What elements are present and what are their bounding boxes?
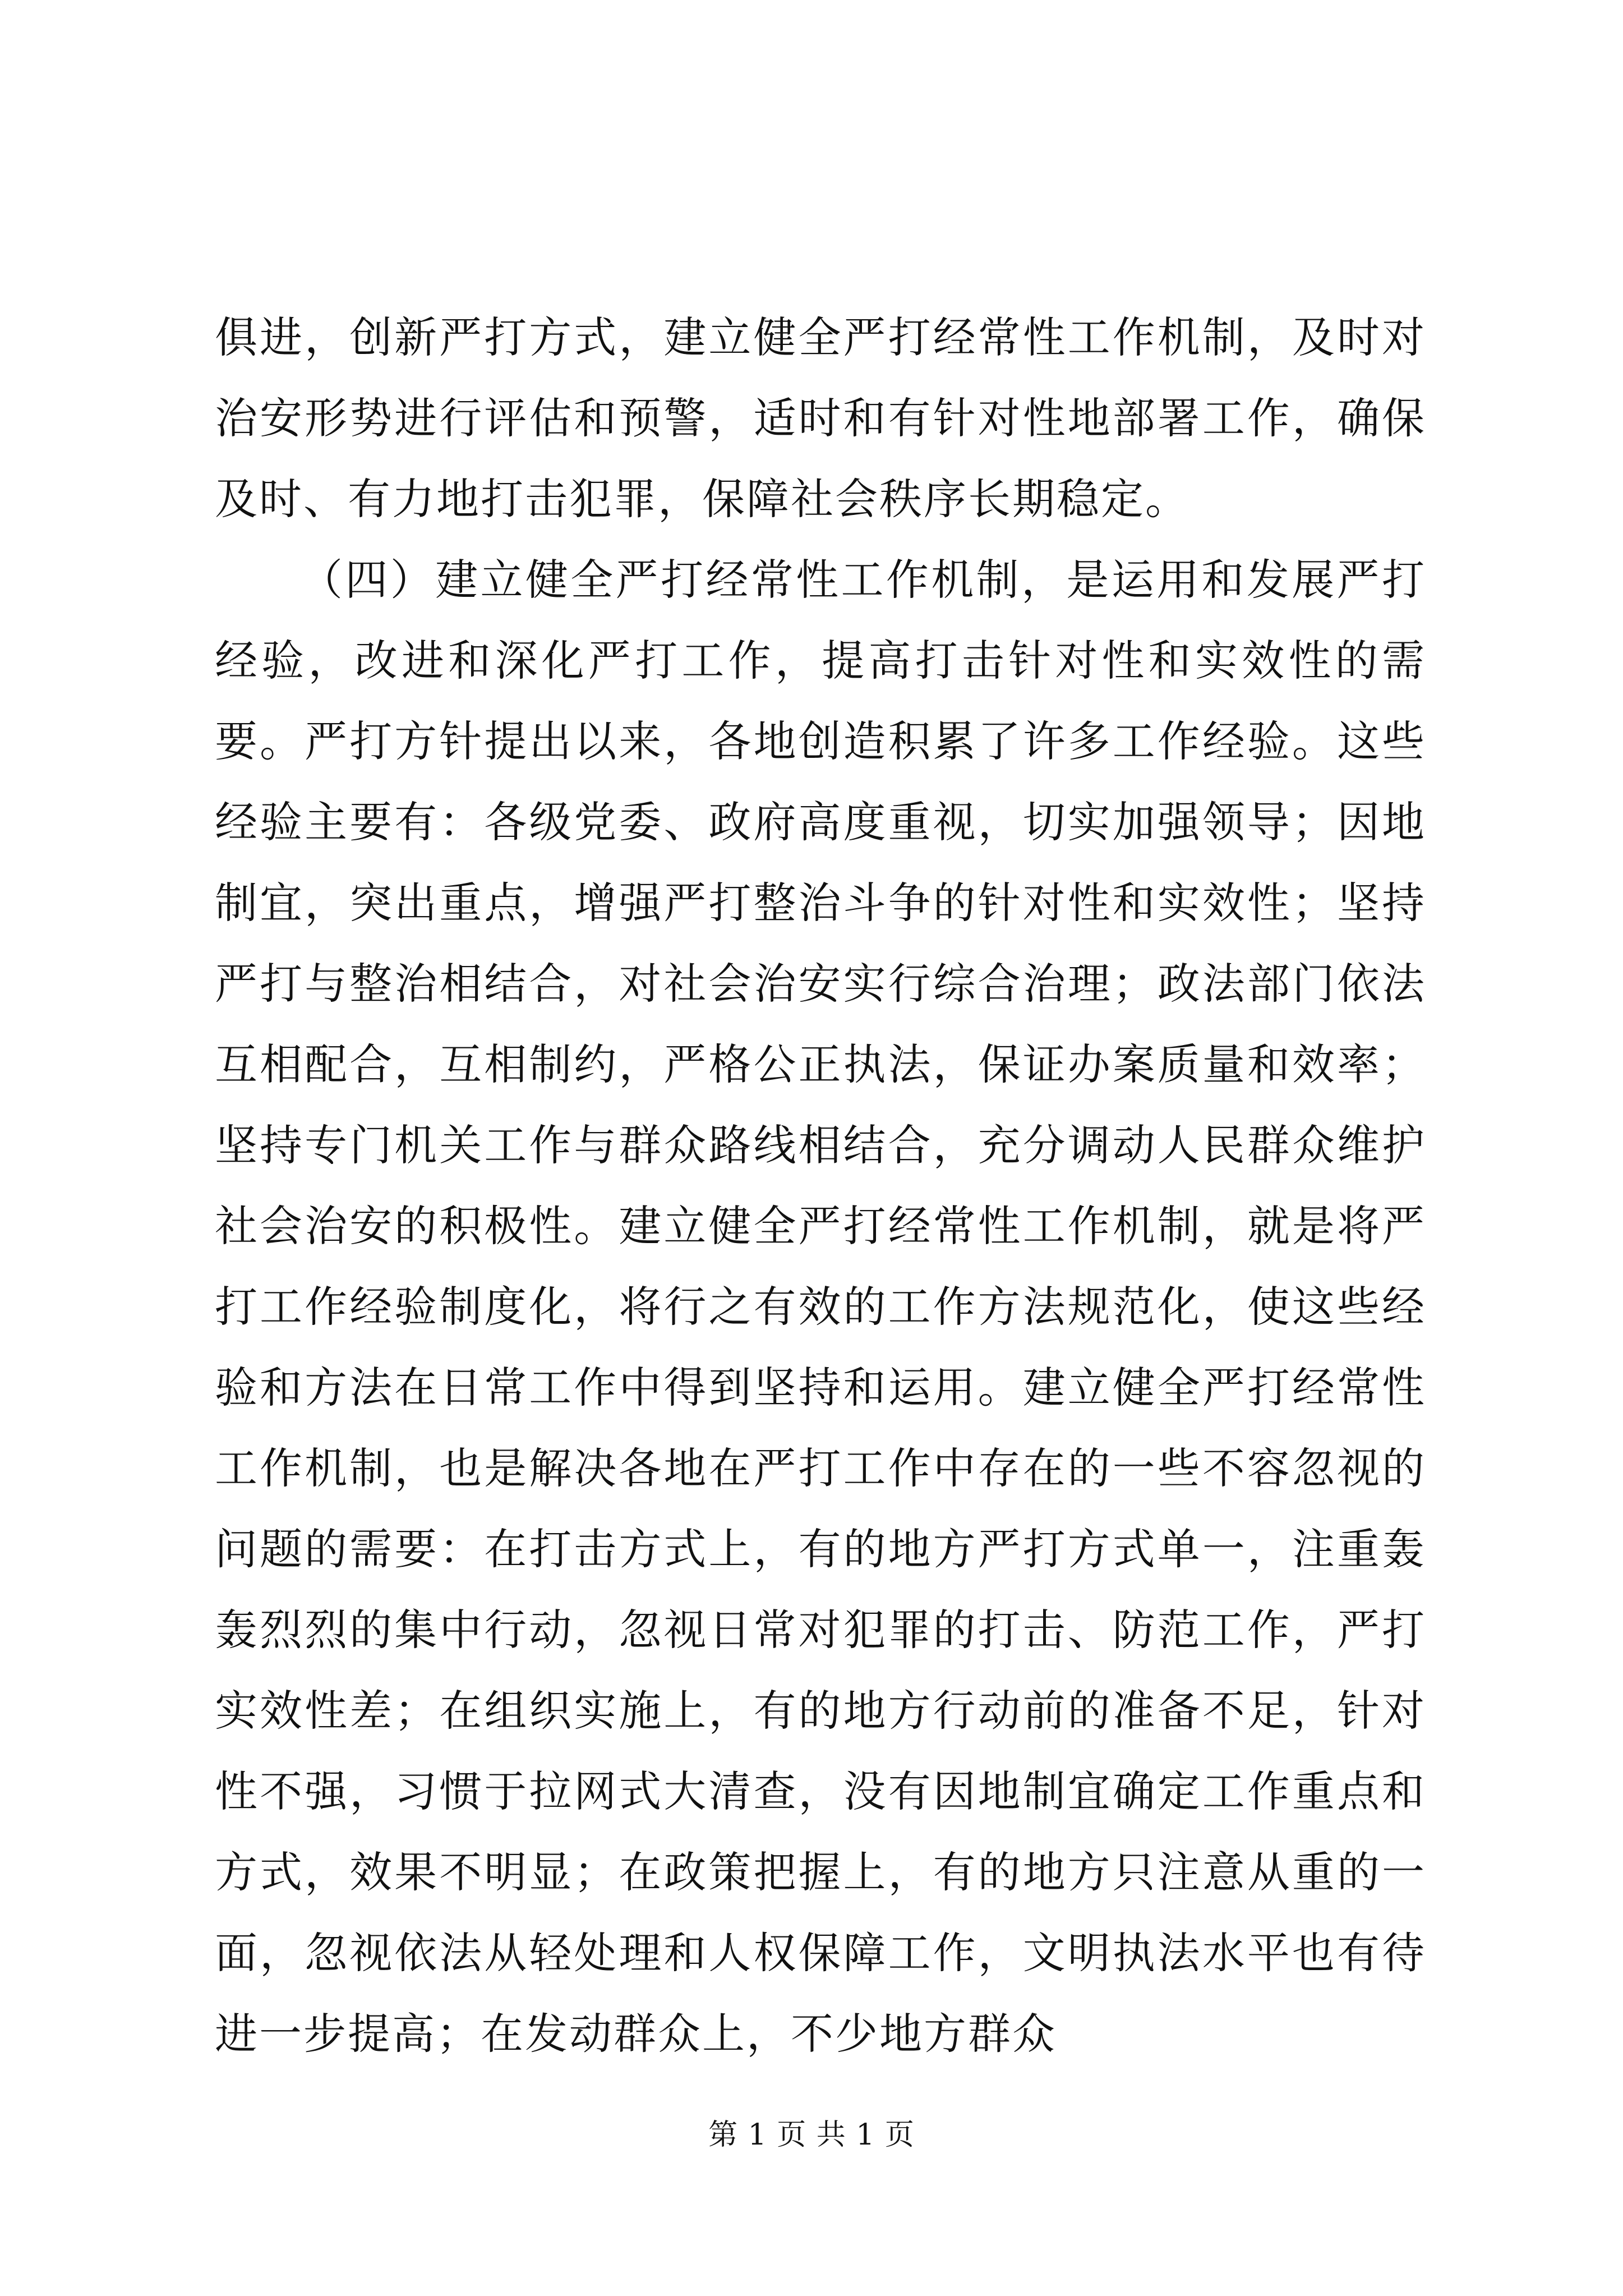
document-body [215, 297, 1426, 2074]
paragraph-section-four: （四）建立健全严打经常性工作机制，是运用和发展严打经验，改进和深化严打工作，提高打击针对性和实效性的需要。严打方针提出以来，各地创造积累了许多工作经验。这些经验主要有：各级党委、政府高度重视，切实加强领导；因地制宜，突出重点，增强严打整治斗争的针对性和实效性；坚持严打与整治相结合，对社会治安实行综合治理；政法部门依法互相配合，互相制约，严格公正执法，保证办案质量和效率；坚持专门机关工作与群众路线相结合，充分调动人民群众维护社会治安的积极性。建立健全严打经常性工作机制，就是将严打工作经验制度化，将行之有效的工作方法规范化，使这些经验和方法在日常工作中得到坚持和运用。建立健全严打经常性工作机制，也是解决各地在严打工作中存在的一些不容忽视的问题的需要：在打击方式上，有的地方严打方式单一，注重轰轰烈烈的集中行动，忽视日常对犯罪的打击、防范工作，严打实效性差；在组织实施上，有的地方行动前的准备不足，针对性不强，习惯于拉网式大清查，没有因地制宜确定工作重点和方式，效果不明显；在政策把握上，有的地方只注意从重的一面，忽视依法从轻处理和人权保障工作，文明执法水平也有待进一步提高；在发动群众上，不少地方群众 [215, 555, 1426, 2059]
paragraph-continued: 俱进，创新严打方式，建立健全严打经常性工作机制，及时对治安形势进行评估和预警，适时和有针对性地部署工作，确保及时、有力地打击犯罪，保障社会秩序长期稳定。 [215, 312, 1426, 524]
page-footer: 第 1 页 共 1 页 [708, 2118, 915, 2152]
